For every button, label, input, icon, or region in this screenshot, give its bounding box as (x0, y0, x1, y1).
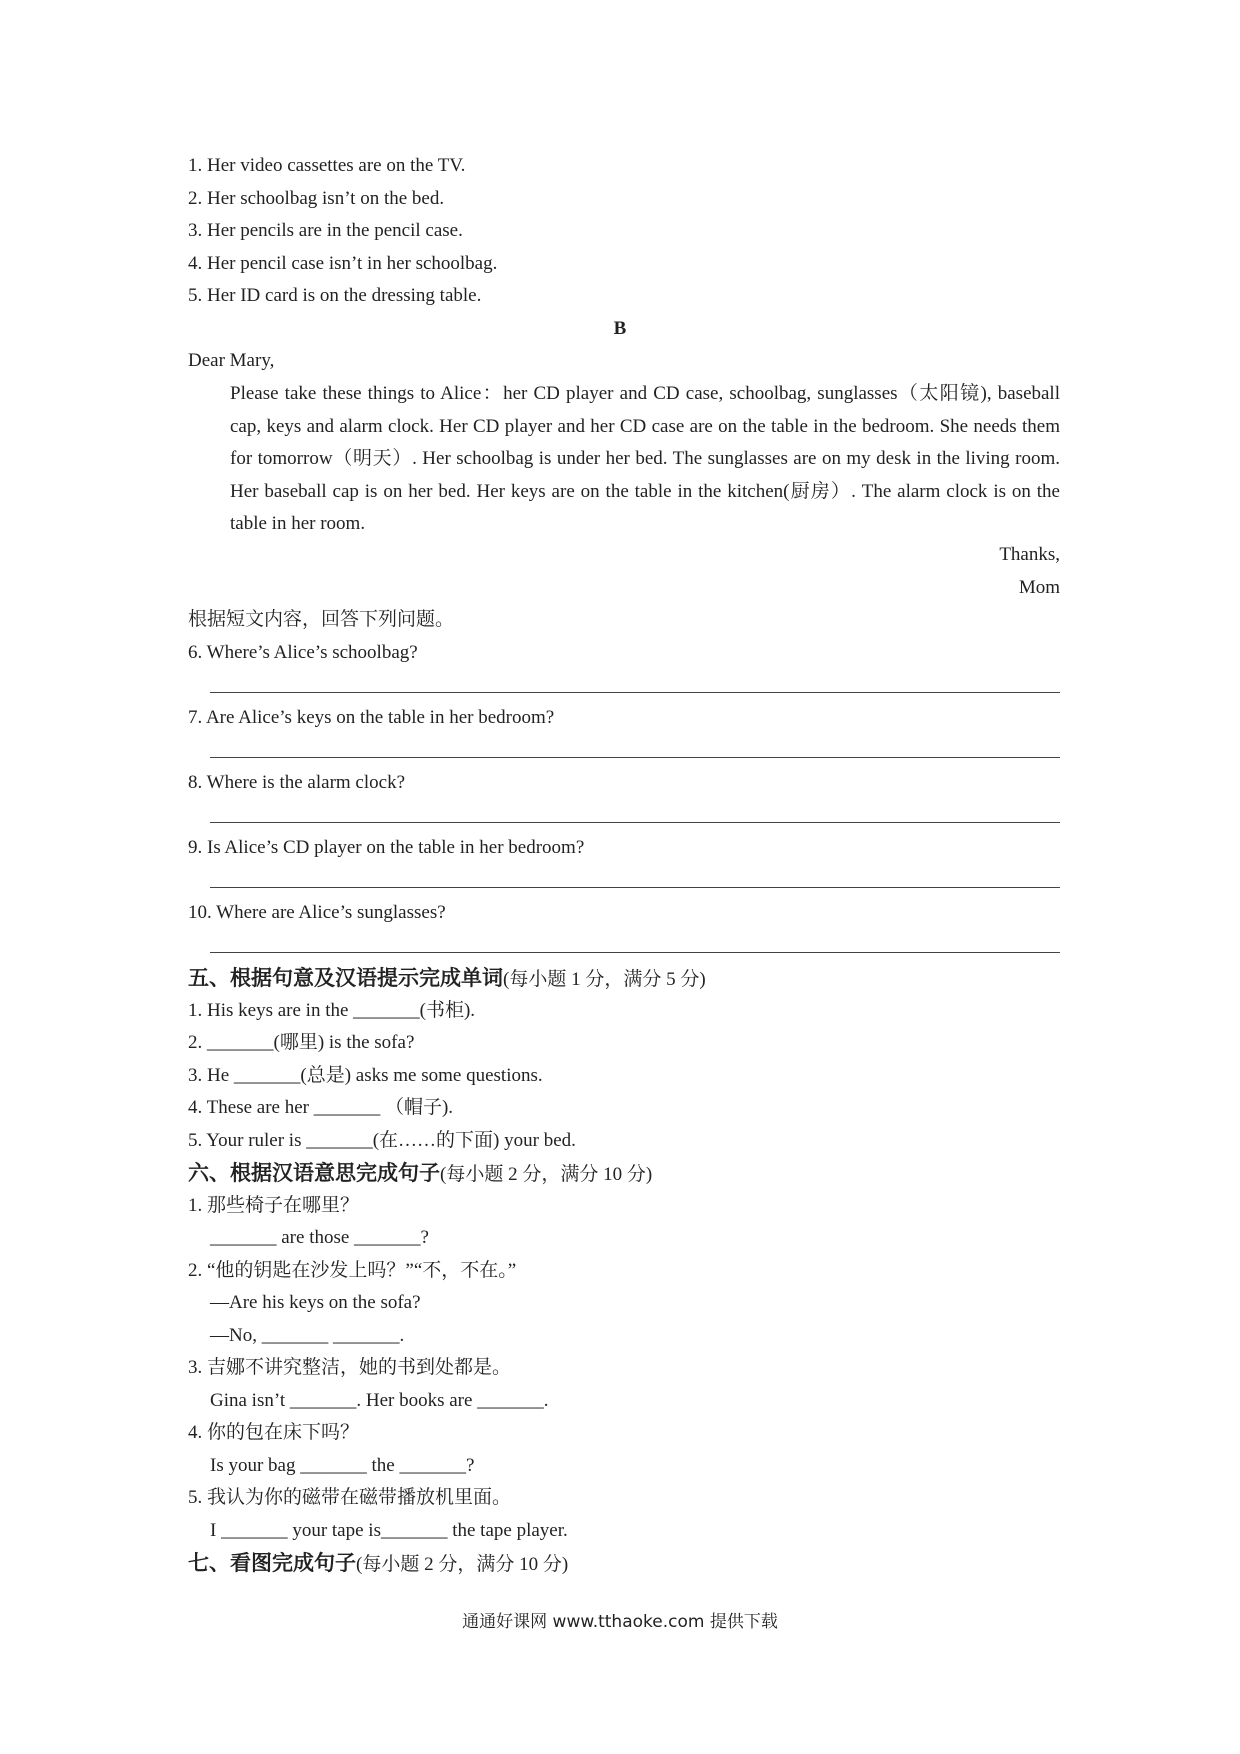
question-10: 10. Where are Alice’s sunglasses? (188, 902, 446, 923)
section-5-title: 五、根据句意及汉语提示完成单词 (188, 966, 503, 990)
letter-closing: Thanks, (999, 544, 1060, 565)
section-6-line-3: 2. “他的钥匙在沙发上吗？”“不，不在。” (188, 1260, 517, 1281)
section-6-line-8: 4. 你的包在床下吗？ (188, 1422, 360, 1443)
section-7-title: 七、看图完成句子 (188, 1551, 356, 1575)
section-6-line-9: Is your bag _______ the _______? (210, 1455, 475, 1476)
statement-2: 2. Her schoolbag isn’t on the bed. (188, 188, 445, 209)
answer-line-8[interactable] (210, 822, 1060, 823)
answer-line-6[interactable] (210, 692, 1060, 693)
question-8: 8. Where is the alarm clock? (188, 772, 405, 793)
part-b-label: B (613, 318, 627, 339)
section-5-item-5: 5. Your ruler is _______(在……的下面) your bed. (188, 1130, 576, 1151)
section-6-heading (188, 1161, 652, 1187)
section-6-title: 六、根据汉语意思完成句子 (188, 1161, 440, 1185)
question-9: 9. Is Alice’s CD player on the table in her bedroom? (188, 837, 585, 858)
section-6-line-6: 3. 吉娜不讲究整洁，她的书到处都是。 (188, 1357, 512, 1378)
section-6-line-7: Gina isn’t _______. Her books are _______. (210, 1390, 549, 1411)
section-5-points: (每小题 1 分，满分 5 分) (503, 969, 706, 990)
question-7: 7. Are Alice’s keys on the table in her bedroom? (188, 707, 555, 728)
letter-signature: Mom (1018, 577, 1060, 598)
section-5-item-3: 3. He _______(总是) asks me some questions. (188, 1065, 543, 1086)
section-5-item-1: 1. His keys are in the _______(书柜). (188, 1000, 476, 1021)
statement-3: 3. Her pencils are in the pencil case. (188, 220, 463, 241)
statement-1: 1. Her video cassettes are on the TV. (188, 155, 466, 176)
letter-body-text: Please take these things to Alice：her CD player and CD case, schoolbag, sunglasses（太阳镜), baseball cap, keys and alarm clock. Her CD player and her CD case are on the table in the bedroom. She needs them for tomorrow（明天）. Her schoolbag is under her bed. The sunglasses are on my desk in the living room. Her baseball cap is on her bed. Her keys are on the table in the kitchen(厨房）. The alarm clock is on the table in her room. (230, 383, 1060, 534)
section-6-line-2: _______ are those _______? (210, 1227, 429, 1248)
section-6-line-10: 5. 我认为你的磁带在磁带播放机里面。 (188, 1487, 512, 1508)
section-5-item-2: 2. _______(哪里) is the sofa? (188, 1032, 415, 1053)
section-6-points: (每小题 2 分，满分 10 分) (440, 1164, 653, 1185)
section-6-line-4: —Are his keys on the sofa? (210, 1292, 421, 1313)
page-footer: 通通好课网 www.tthaoke.com 提供下载 (462, 1612, 778, 1632)
letter-body (188, 378, 1060, 541)
statement-5: 5. Her ID card is on the dressing table. (188, 285, 482, 306)
section-7-heading (188, 1551, 568, 1577)
section-7-points: (每小题 2 分，满分 10 分) (356, 1554, 569, 1575)
answer-line-10[interactable] (210, 952, 1060, 953)
question-6: 6. Where’s Alice’s schoolbag? (188, 642, 418, 663)
reading-instruction: 根据短文内容，回答下列问题。 (188, 609, 455, 630)
section-5-heading (188, 966, 706, 992)
section-6-line-1: 1. 那些椅子在哪里？ (188, 1195, 360, 1216)
statement-4: 4. Her pencil case isn’t in her schoolbag. (188, 253, 498, 274)
letter-greeting: Dear Mary, (188, 350, 275, 371)
answer-line-7[interactable] (210, 757, 1060, 758)
answer-line-9[interactable] (210, 887, 1060, 888)
section-6-line-11: I _______ your tape is_______ the tape player. (210, 1520, 568, 1541)
section-6-line-5: —No, _______ _______. (210, 1325, 405, 1346)
section-5-item-4: 4. These are her _______ （帽子). (188, 1097, 454, 1118)
